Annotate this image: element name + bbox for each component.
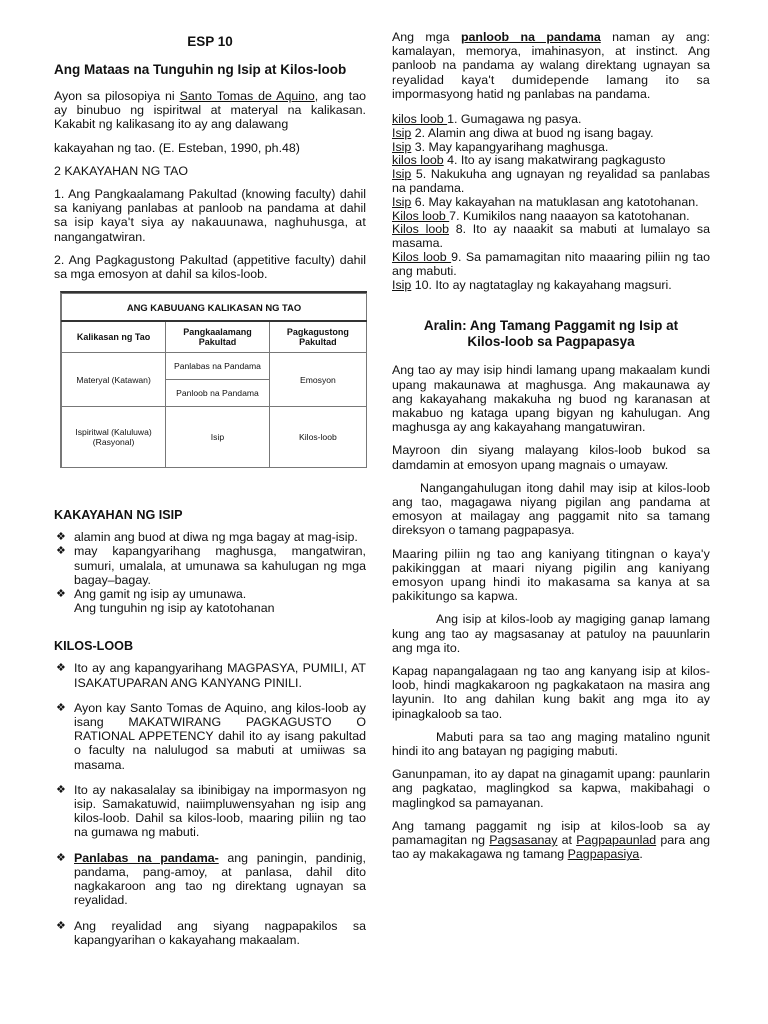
faculty-item-1-c: nangangatwiran.	[54, 229, 146, 244]
diamond-bullet-icon: ❖	[56, 919, 66, 932]
list-item: kilos loob 4. Ito ay isang makatwirang pagkagusto	[392, 153, 666, 168]
intro-paragraph	[54, 89, 366, 132]
paragraph-9: Ang tamang paggamit ng isip at kilos-loob sa ay pamamagitan ng Pagsasanay at Pagpapaunlad para ang tao ay makakagawa ng tamang Pagpapasiya.	[392, 818, 711, 862]
diamond-bullet-icon: ❖	[56, 662, 66, 675]
paragraph-3: Nangangahulugan itong dahil may isip at kilos-loob ang tao, magagawa niyang pigilan ang pandama at emosyon at mailagay ang paggamit nito sa tamang direksyon o tamang pagpapasya.	[392, 480, 710, 538]
list-item: Kilos loob 8. Ito ay naaakit sa mabuti at lumalayo sa masama.	[392, 222, 710, 251]
paragraph-5: Ang isip at kilos-loob ay magiging ganap lamang kung ang tao ay magsasanay at patuloy na pauunlarin ang mga ito.	[392, 612, 710, 655]
panlabas-term: Panlabas na pandama-	[74, 850, 219, 865]
diamond-bullet-icon: ❖	[56, 701, 66, 714]
right-column	[392, 30, 710, 870]
table-cell-kilos-loob: Kilos-loob	[269, 407, 366, 468]
list-item: ❖ Ito ay nakasalalay sa ibinibigay na impormasyon ng isip. Samakatuwid, naiimpluwensyahan ng isip ang kilos-loob. Dahil sa kilos-loob, maaring piliin ng tao na gumawa ng mabuti.	[56, 782, 366, 840]
list-item: kilos loob 1. Gumagawa ng pasya.	[392, 112, 582, 127]
aralin-heading: Aralin: Ang Tamang Paggamit ng Isip at Kilos-loob sa Pagpapasya	[423, 318, 679, 350]
table-cell-ispiritwal: Ispiritwal (Kaluluwa) (Rasyonal)	[62, 407, 166, 468]
faculty-item-1-b: sa isip kaya't siya ay nakauunawa, naghuhusga, at	[54, 215, 366, 230]
faculty-item-1-a: 1. Ang Pangkaalamang Pakultad (knowing faculty) dahil sa kaniyang panlabas at panloob na pandama at dahil	[54, 187, 366, 216]
list-item: ❖ Panlabas na pandama- ang paningin, pandinig, pandama, pang-amoy, at panlasa, dahil dito nagkakaroon ang tao ng direktang ugnayan sa reyalidad.	[56, 850, 366, 908]
document-title: ESP 10	[187, 34, 233, 49]
table-header-appetitive: Pagkagustong Pakultad	[269, 321, 366, 353]
paragraph-7: Mabuti para sa tao ang maging matalino ngunit hindi ito ang batayan ng pagiging mabuti.	[392, 729, 710, 759]
intro-text-pre: Ayon sa pilosopiya ni	[54, 89, 180, 103]
list-item: ❖ Ang gamit ng isip ay umunawa. Ang tunguhin ng isip ay katotohanan	[56, 587, 275, 616]
table-header-nature: Kalikasan ng Tao	[62, 321, 166, 353]
kalikasan-table	[60, 291, 367, 468]
diamond-bullet-icon: ❖	[56, 783, 66, 796]
paragraph-4: Maaring piliin ng tao ang kaniyang titingnan o kaya'y pakikinggan at maari niyang pigilin ang kaniyang emosyon upang hindi ito makasama sa kanya at sa pakikitungo sa kapwa.	[392, 546, 710, 604]
list-item: Isip 5. Nakukuha ang ugnayan ng reyalidad sa panlabas na pandama.	[392, 167, 710, 195]
diamond-bullet-icon: ❖	[56, 545, 66, 558]
list-item: ❖ Ayon kay Santo Tomas de Aquino, ang kilos-loob ay isang MAKATWIRANG PAGKAGUSTO O RATIONAL APPETENCY dahil ito ay isang pakultad o faculty na nalulugod sa mabuti at umiiwas sa masama.	[56, 700, 366, 772]
two-kakayahan-heading: 2 KAKAYAHAN NG TAO	[54, 163, 189, 178]
table-cell-panloob: Panloob na Pandama	[166, 380, 270, 407]
list-item: ❖ Ito ay ang kapangyarihang MAGPASYA, PUMILI, AT ISAKATUPARAN ANG KANYANG PINILI.	[56, 661, 366, 690]
kilos-list	[54, 661, 366, 946]
diamond-bullet-icon: ❖	[56, 531, 66, 544]
diamond-bullet-icon: ❖	[56, 851, 66, 864]
intro-name: Santo Tomas de Aquino	[179, 89, 315, 103]
paragraph-6: Kapag napangalagaan ng tao ang kanyang isip at kilos-loob, hindi magkakaroon ng pagkakataon na masira ang layunin. Ito ang dahilan kung bakit ang mga ito ay ipinagkaloob sa tao.	[392, 664, 710, 721]
isip-list	[54, 530, 366, 615]
list-item: ❖ alamin ang buod at diwa ng mga bagay at mag-isip.	[56, 530, 358, 545]
list-item: Isip 6. May kakayahan na matuklasan ang katotohanan.	[392, 194, 699, 209]
table-caption: ANG KABUUANG KALIKASAN NG TAO	[62, 294, 367, 322]
list-item: Isip 10. Ito ay nagtataglay ng kakayahang magsuri.	[392, 277, 672, 292]
paragraph-1: Ang tao ay may isip hindi lamang upang makaalam kundi upang makaunawa at maghusga. Ang makaunawa ay ang kakayahang makakuha ng buod ng karanasan at makabuo ng kataga upang bigyan ng kahulugan. Ang maghusga ay ang kakayahang mangatuwiran.	[392, 363, 710, 435]
left-column	[54, 30, 366, 958]
table-cell-materyal: Materyal (Katawan)	[62, 353, 166, 407]
table-cell-isip: Isip	[166, 407, 270, 468]
list-item: ❖ Ang reyalidad ang siyang nagpapakilos sa kapangyarihan o kakayahang makaalam.	[56, 918, 366, 947]
panloob-term: panloob na pandama	[460, 30, 601, 44]
table-cell-panlabas: Panlabas na Pandama	[166, 353, 270, 380]
list-item: Kilos loob 7. Kumikilos nang naaayon sa katotohanan.	[392, 208, 690, 223]
kakayahan-line: kakayahan ng tao. (E. Esteban, 1990, ph.48)	[54, 140, 300, 155]
faculty-item-2: 2. Ang Pagkagustong Pakultad (appetitive faculty) dahil sa mga emosyon at dahil sa kilos-loob.	[54, 252, 366, 282]
table-cell-emosyon: Emosyon	[269, 353, 366, 407]
faculty-item-1	[54, 187, 366, 244]
list-item: Isip 2. Alamin ang diwa at buod ng isang bagay.	[392, 125, 654, 140]
list-item: Isip 3. May kapangyarihang maghusga.	[392, 139, 609, 154]
diamond-bullet-icon: ❖	[56, 588, 66, 601]
list-item: Kilos loob 9. Sa pamamagitan nito maaaring piliin ng tao ang mabuti.	[392, 249, 710, 278]
document-subtitle: Ang Mataas na Tunguhin ng Isip at Kilos-loob	[54, 62, 347, 77]
paragraph-2: Mayroon din siyang malayang kilos-loob bukod sa damdamin at emosyon upang magnais o umayaw.	[392, 443, 710, 472]
intro-text-post: , ang tao ay binubuo ng ispiritwal at materyal na kalikasan. Kakabit ng kalikasang ito ay ang dalawang	[54, 89, 366, 132]
list-item: ❖ may kapangyarihang maghusga, mangatwiran, sumuri, umalala, at umunawa sa kahulugan ng mga bagay–bagay.	[56, 544, 366, 587]
panloob-paragraph: Ang mga panloob na pandama naman ay ang: kamalayan, memorya, imahinasyon, at instinct. Ang panloob na pandama ay walang direktang ugnayan sa reyalidad kaya't dumidepende lamang ito sa impormasyong hatid ng panlabas na pandama.	[392, 30, 710, 101]
table-header-knowing: Pangkaalamang Pakultad	[166, 321, 270, 353]
isip-tail: Ang tunguhin ng isip ay katotohanan	[74, 601, 275, 616]
paragraph-8: Ganunpaman, ito ay dapat na ginagamit upang: paunlarin ang pagkatao, maglingkod sa kapwa, makibahagi o maglingkod sa pamayanan.	[392, 767, 710, 810]
kilos-heading: KILOS-LOOB	[54, 639, 134, 654]
numbered-list	[392, 113, 710, 292]
isip-heading: KAKAYAHAN NG ISIP	[54, 508, 183, 523]
